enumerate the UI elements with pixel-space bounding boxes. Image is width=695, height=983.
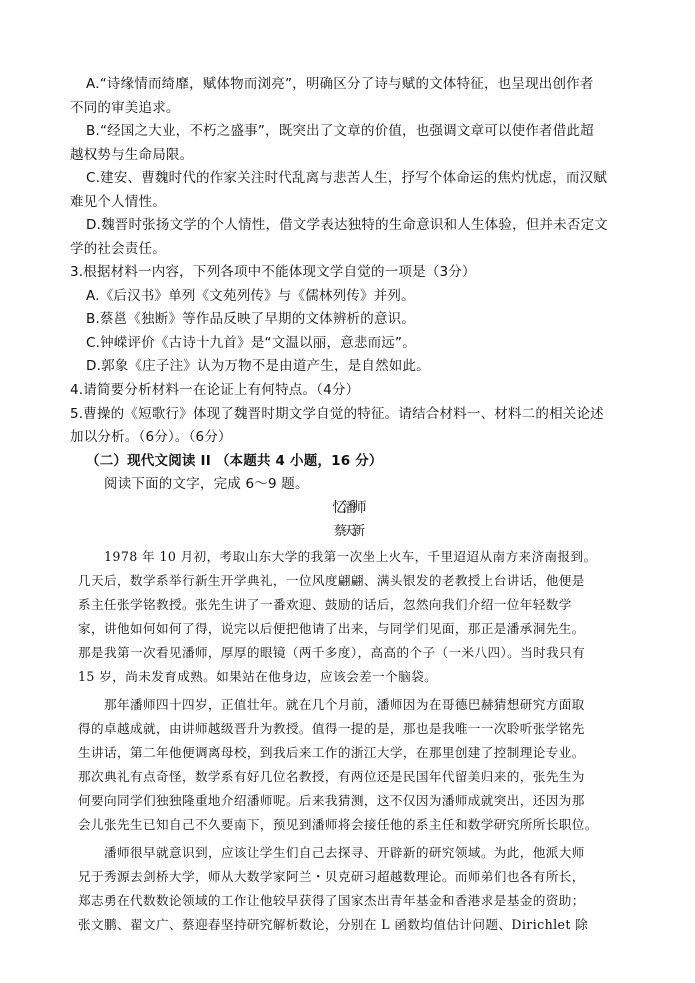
passage-line: 家，讲他如何如何了得，说完以后便把他请了出来，与同学们见面，那正是潘承洞先生。: [78, 621, 585, 636]
passage-line: 1978 年 10 月初，考取山东大学的我第一次坐上火车，千里迢迢从南方来济南报到。: [104, 549, 597, 564]
passage-line: 生讲话，第二年他便调离母校，到我后来工作的浙江大学，在那里创建了控制理论专业。: [78, 745, 585, 760]
q3-stem: 3.根据材料一内容，下列各项中不能体现文学自觉的一项是（3分）: [70, 264, 476, 280]
q5-stem-line1: 5.曹操的《短歌行》体现了魏晋时期文学自觉的特征。请结合材料一、材料二的相关论述: [70, 406, 604, 422]
q2-option-d-line1: D.魏晋时张扬文学的个人情性，借文学表达独特的生命意识和人生体验，但并未否定文: [86, 217, 608, 233]
q2-option-b-line1: B.“经国之大业，不朽之盛事”，既突出了文章的价值，也强调文章可以使作者借此超: [86, 123, 594, 139]
q5-stem-line2: 加以分析。（6分）。（6分）: [70, 429, 232, 445]
passage-line: 那年潘师四十四岁，正值壮年。就在几个月前，潘师因为在哥德巴赫猜想研究方面取: [104, 697, 585, 712]
section2-heading: （二）现代文阅读 II （本题共 4 小题，16 分）: [86, 453, 383, 469]
q3-option-c: C.钟嵘评价《古诗十九首》是“文温以丽，意悲而远”。: [86, 335, 416, 351]
passage-line: 15 岁，尚未发育成熟。如果站在他身边，应该会差一个脑袋。: [78, 669, 438, 684]
q2-option-a-line2: 不同的审美追求。: [70, 100, 180, 116]
passage-line: 会儿张先生已知自己不久要南下，预见到潘师将会接任他的系主任和数学研究所所长职位。: [78, 817, 598, 832]
section2-instruction: 阅读下面的文字，完成 6～9 题。: [104, 476, 309, 492]
q2-option-c-line2: 难见个人情性。: [70, 194, 166, 210]
q3-option-b: B.蔡邕《独断》等作品反映了早期的文体辨析的意识。: [86, 311, 416, 327]
passage-line: 那次典礼有点奇怪，数学系有好几位名教授，有两位还是民国年代留美归来的，张先生为: [78, 769, 585, 784]
q4-stem: 4.请简要分析材料一在论证上有何特点。（4分）: [70, 382, 360, 398]
passage-line: 郑志勇在代数数论领域的工作让他较早获得了国家杰出青年基金和香港求是基金的资助；: [78, 893, 585, 908]
passage-line: 张文鹏、翟文广、蔡迎春坚持研究解析数论，分别在 L 函数均值估计问题、Dirichlet 除: [78, 917, 589, 932]
passage-line: 兄于秀源去剑桥大学，师从大数学家阿兰・贝克研习超越数理论。而师弟们也各有所长，: [78, 869, 585, 884]
passage-line: 得的卓越成就，由讲师越级晋升为教授。值得一提的是，那也是我唯一一次聆听张学铭先: [78, 721, 585, 736]
q3-option-a: A.《后汉书》单列《文苑列传》与《儒林列传》并列。: [86, 288, 415, 304]
q2-option-d-line2: 学的社会责任。: [70, 241, 166, 257]
passage-line: 那是我第一次看见潘师，厚厚的眼镜（两千多度），高高的个子（一米八四）。当时我只有: [78, 645, 586, 660]
q2-option-c-line1: C.建安、曹魏时代的作家关注时代乱离与悲苦人生，抒写个体命运的焦灼忧虑，而汉赋: [86, 170, 608, 186]
passage-line: 几天后，数学系举行新生开学典礼，一位风度翩翩、满头银发的老教授上台讲话，他便是: [78, 573, 585, 588]
passage-line: 何要向同学们独独隆重地介绍潘师呢。后来我猜测，这不仅因为潘师成就突出，还因为那: [78, 793, 585, 808]
q2-option-a-line1: A.“诗缘情而绮靡，赋体物而浏亮”，明确区分了诗与赋的文体特征，也呈现出创作者: [86, 76, 594, 92]
q2-option-b-line2: 越权势与生命局限。: [70, 147, 194, 163]
passage-author: 蔡天新: [333, 524, 362, 539]
passage-line: 潘师很早就意识到，应该让学生们自己去探寻、开辟新的研究领域。为此，他派大师: [104, 845, 585, 860]
passage-title: 忆潘师: [332, 500, 363, 516]
q3-option-d: D.郭象《庄子注》认为万物不是由道产生，是自然如此。: [86, 358, 430, 374]
passage-line: 系主任张学铭教授。张先生讲了一番欢迎、鼓励的话后，忽然向我们介绍一位年轻数学: [78, 597, 572, 612]
